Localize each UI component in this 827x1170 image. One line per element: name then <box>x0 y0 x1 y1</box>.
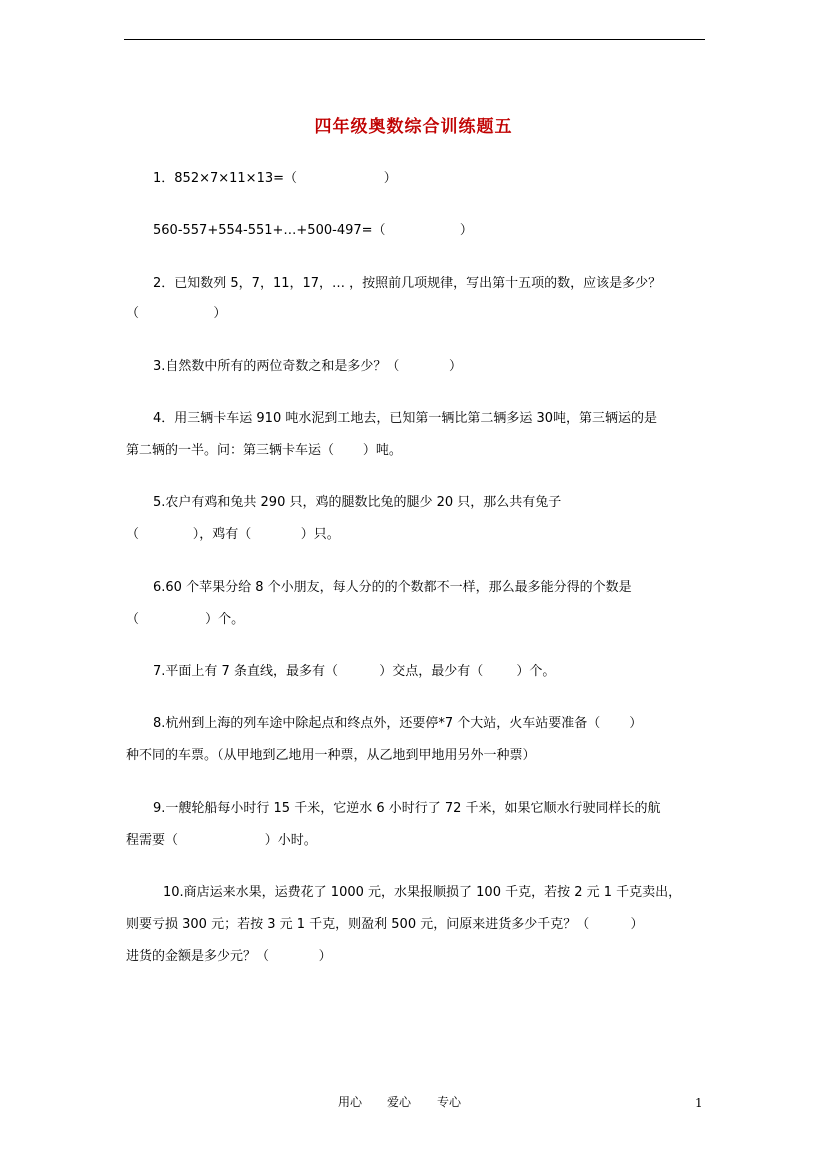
question-9b: 程需要（ ）小时。 <box>126 833 317 848</box>
page-title: 四年级奥数综合训练题五 <box>314 117 513 137</box>
question-3: 3.自然数中所有的两位奇数之和是多少？（ ） <box>153 359 462 374</box>
question-5a: 5.农户有鸡和兔共 290 只，鸡的腿数比兔的腿少 20 只，那么共有兔子 <box>153 495 562 510</box>
question-6b: （ ）个。 <box>126 612 245 627</box>
question-9a: 9.一艘轮船每小时行 15 千米，它逆水 6 小时行了 72 千米，如果它顺水行驶同样长的航 <box>153 801 661 816</box>
question-4b: 第二辆的一半。问：第三辆卡车运（ ）吨。 <box>126 443 402 458</box>
footer-word-1: 用心 <box>338 1095 363 1109</box>
question-8a: 8.杭州到上海的列车途中除起点和终点外，还要停*7 个大站，火车站要准备（ ） <box>153 716 643 731</box>
footer-word-2: 爱心 <box>387 1095 412 1109</box>
question-8b: 种不同的车票。（从甲地到乙地用一种票，从乙地到甲地用另外一种票） <box>126 748 536 763</box>
question-1b: 560-557+554-551+…+500-497=（ ） <box>153 223 473 238</box>
question-5b: （ ），鸡有（ ）只。 <box>126 527 340 542</box>
question-2a: 2．已知数列 5，7，11，17，… ，按照前几项规律，写出第十五项的数，应该是多少？ <box>153 276 662 291</box>
question-4a: 4．用三辆卡车运 910 吨水泥到工地去，已知第一辆比第二辆多运 30吨，第三辆运的是 <box>153 411 658 426</box>
question-7: 7.平面上有 7 条直线，最多有（ ）交点，最少有（ ）个。 <box>153 664 556 679</box>
question-10a: 10.商店运来水果，运费花了 1000 元，水果报顺损了 100 千克，若按 2 元 1 千克卖出， <box>163 885 682 900</box>
question-2b: （ ） <box>126 306 227 321</box>
question-10b: 则要亏损 300 元；若按 3 元 1 千克，则盈利 500 元，问原来进货多少千克？（ ） <box>126 917 644 932</box>
question-10c: 进货的金额是多少元？（ ） <box>126 949 332 964</box>
footer-word-3: 专心 <box>437 1095 462 1109</box>
question-6a: 6.60 个苹果分给 8 个小朋友，每人分的的个数都不一样，那么最多能分得的个数是 <box>153 580 632 595</box>
header-rule <box>124 39 705 40</box>
page-number: 1 <box>695 1096 703 1110</box>
question-1a: 1．852×7×11×13=（ ） <box>153 171 397 186</box>
